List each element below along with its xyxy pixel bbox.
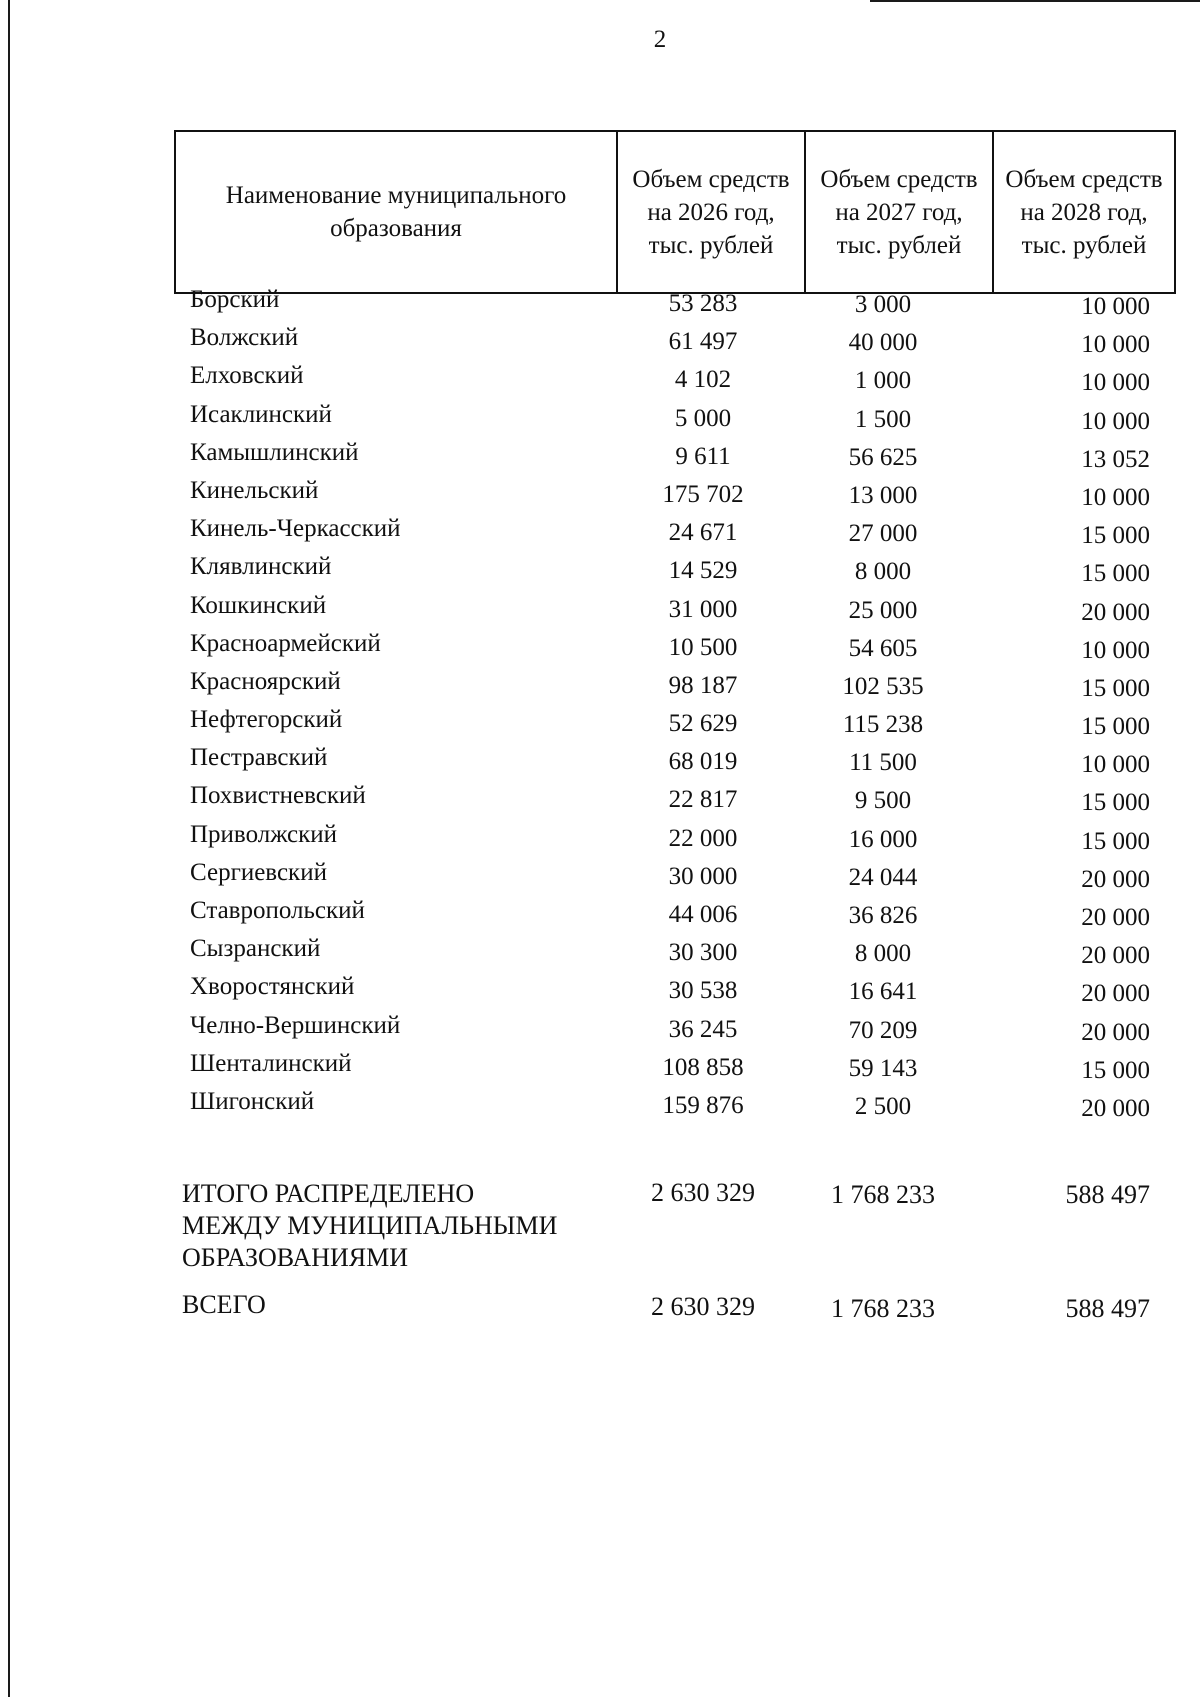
table-row bbox=[174, 477, 1164, 515]
row-value-2027: 1 000 bbox=[854, 367, 912, 395]
total-2026: 2 630 329 bbox=[651, 1178, 755, 1207]
row-value-2027: 3 000 bbox=[854, 291, 912, 318]
table-row bbox=[174, 553, 1164, 591]
grand-total-label: ВСЕГО bbox=[182, 1290, 266, 1319]
row-value-2026: 9 611 bbox=[675, 442, 731, 470]
row-value-2026: 5 000 bbox=[674, 404, 732, 432]
row-value-2028: 10 000 bbox=[1081, 407, 1150, 435]
scan-edge-left bbox=[8, 0, 10, 1697]
header-2026: Объем средств на 2026 год, тыс. рублей bbox=[617, 131, 805, 293]
row-value-2026: 44 006 bbox=[668, 901, 738, 928]
row-value-2028: 10 000 bbox=[1081, 483, 1150, 511]
row-value-2028: 20 000 bbox=[1081, 904, 1150, 931]
row-value-2027: 16 641 bbox=[848, 978, 918, 1006]
table-row bbox=[174, 1012, 1164, 1050]
row-value-2028: 15 000 bbox=[1081, 560, 1150, 588]
row-name: Пестравский bbox=[190, 744, 328, 772]
row-value-2027: 54 605 bbox=[848, 634, 918, 662]
row-value-2027: 36 826 bbox=[848, 902, 918, 929]
header-2028: Объем средств на 2028 год, тыс. рублей bbox=[993, 131, 1175, 293]
table-row bbox=[174, 706, 1164, 744]
row-name: Красноармейский bbox=[190, 629, 381, 657]
table-row bbox=[174, 286, 1164, 324]
table-row bbox=[174, 592, 1164, 630]
row-value-2028: 20 000 bbox=[1081, 1018, 1150, 1046]
row-value-2027: 2 500 bbox=[854, 1092, 912, 1120]
row-value-2028: 13 052 bbox=[1081, 445, 1150, 473]
row-name: Шенталинский bbox=[190, 1049, 352, 1077]
page-number: 2 bbox=[653, 26, 667, 53]
scan-edge-top bbox=[870, 0, 1200, 2]
row-value-2026: 22 817 bbox=[668, 786, 738, 814]
row-value-2027: 11 500 bbox=[849, 749, 917, 777]
table-body bbox=[174, 286, 1164, 1126]
row-value-2028: 15 000 bbox=[1081, 674, 1150, 702]
row-value-2027: 56 625 bbox=[848, 443, 918, 471]
row-name: Камышлинский bbox=[190, 438, 359, 466]
table-row bbox=[174, 630, 1164, 668]
row-value-2026: 30 300 bbox=[668, 939, 738, 967]
grand-total-2028: 588 497 bbox=[1065, 1294, 1150, 1323]
row-value-2026: 159 876 bbox=[662, 1091, 744, 1119]
header-2027: Объем средств на 2027 год, тыс. рублей bbox=[805, 131, 993, 293]
row-value-2028: 20 000 bbox=[1081, 865, 1150, 893]
table-row bbox=[174, 324, 1164, 362]
row-value-2027: 13 000 bbox=[848, 481, 918, 509]
row-value-2027: 70 209 bbox=[848, 1016, 918, 1044]
row-value-2028: 10 000 bbox=[1081, 293, 1150, 320]
row-value-2028: 10 000 bbox=[1081, 369, 1150, 397]
table-row bbox=[174, 744, 1164, 782]
row-value-2026: 175 702 bbox=[662, 480, 744, 508]
row-value-2027: 102 535 bbox=[842, 672, 924, 700]
table-row bbox=[174, 1088, 1164, 1126]
row-name: Ставропольский bbox=[190, 897, 365, 924]
table-row bbox=[174, 362, 1164, 400]
row-value-2028: 15 000 bbox=[1081, 713, 1150, 741]
row-value-2026: 98 187 bbox=[668, 671, 738, 699]
row-value-2028: 15 000 bbox=[1081, 1056, 1150, 1084]
row-name: Борский bbox=[190, 286, 280, 313]
row-value-2027: 115 238 bbox=[842, 711, 924, 739]
table-row bbox=[174, 821, 1164, 859]
table-row bbox=[174, 401, 1164, 439]
grand-total-2027: 1 768 233 bbox=[831, 1294, 935, 1323]
row-value-2027: 27 000 bbox=[848, 520, 918, 548]
row-value-2027: 59 143 bbox=[848, 1054, 918, 1082]
row-name: Клявлинский bbox=[190, 553, 332, 581]
grand-total-2026: 2 630 329 bbox=[651, 1292, 755, 1321]
row-value-2028: 20 000 bbox=[1081, 598, 1150, 626]
row-name: Челно-Вершинский bbox=[190, 1011, 401, 1039]
total-label: ИТОГО РАСПРЕДЕЛЕНО МЕЖДУ МУНИЦИПАЛЬНЫМИ ОБРАЗОВАНИЯМИ bbox=[182, 1179, 558, 1272]
row-name: Сызранский bbox=[190, 935, 321, 963]
row-value-2026: 108 858 bbox=[662, 1053, 744, 1081]
row-name: Исаклинский bbox=[190, 400, 332, 428]
table-header bbox=[174, 130, 1176, 294]
row-value-2028: 20 000 bbox=[1081, 942, 1150, 970]
row-value-2027: 1 500 bbox=[854, 405, 912, 433]
row-value-2026: 61 497 bbox=[668, 328, 738, 356]
row-value-2027: 8 000 bbox=[854, 558, 912, 586]
row-name: Приволжский bbox=[190, 820, 338, 848]
row-value-2027: 24 044 bbox=[848, 863, 918, 891]
row-value-2026: 22 000 bbox=[668, 824, 738, 852]
table-row bbox=[174, 1050, 1164, 1088]
row-value-2026: 31 000 bbox=[668, 595, 738, 623]
row-name: Красноярский bbox=[190, 667, 341, 695]
row-name: Волжский bbox=[190, 324, 299, 352]
row-value-2026: 36 245 bbox=[668, 1015, 738, 1043]
row-value-2026: 30 000 bbox=[668, 862, 738, 890]
row-value-2027: 8 000 bbox=[854, 940, 912, 968]
row-value-2028: 10 000 bbox=[1081, 331, 1150, 359]
row-name: Хворостянский bbox=[190, 973, 355, 1001]
row-value-2027: 9 500 bbox=[854, 787, 912, 815]
total-2027: 1 768 233 bbox=[831, 1180, 935, 1209]
row-value-2026: 30 538 bbox=[668, 977, 738, 1005]
row-value-2026: 10 500 bbox=[668, 633, 738, 661]
row-name: Шигонский bbox=[190, 1087, 315, 1115]
table-row bbox=[174, 515, 1164, 553]
table-row bbox=[174, 668, 1164, 706]
row-value-2028: 15 000 bbox=[1081, 827, 1150, 855]
row-value-2027: 16 000 bbox=[848, 825, 918, 853]
row-name: Сергиевский bbox=[190, 858, 327, 886]
row-value-2028: 20 000 bbox=[1081, 1094, 1150, 1122]
row-name: Нефтегорский bbox=[190, 706, 343, 734]
row-value-2026: 4 102 bbox=[674, 366, 732, 394]
row-name: Кинельский bbox=[190, 476, 319, 504]
row-value-2028: 10 000 bbox=[1081, 751, 1150, 779]
row-value-2028: 20 000 bbox=[1081, 980, 1150, 1008]
row-name: Елховский bbox=[190, 362, 304, 390]
row-value-2027: 25 000 bbox=[848, 596, 918, 624]
row-name: Кинель-Черкасский bbox=[190, 515, 401, 543]
table-row bbox=[174, 859, 1164, 897]
row-value-2028: 15 000 bbox=[1081, 522, 1150, 550]
table-row bbox=[174, 973, 1164, 1011]
total-2028: 588 497 bbox=[1065, 1180, 1150, 1209]
header-name: Наименование муниципального образования bbox=[175, 131, 617, 293]
row-value-2027: 40 000 bbox=[848, 329, 918, 357]
row-value-2028: 15 000 bbox=[1081, 789, 1150, 817]
row-value-2026: 14 529 bbox=[668, 557, 738, 585]
table-row bbox=[174, 935, 1164, 973]
row-name: Кошкинский bbox=[190, 591, 327, 619]
table-row bbox=[174, 782, 1164, 820]
row-value-2026: 68 019 bbox=[668, 748, 738, 776]
table-row bbox=[174, 439, 1164, 477]
row-value-2028: 10 000 bbox=[1081, 636, 1150, 664]
row-value-2026: 52 629 bbox=[668, 710, 738, 738]
row-value-2026: 24 671 bbox=[668, 519, 738, 547]
table-row bbox=[174, 897, 1164, 935]
row-value-2026: 53 283 bbox=[668, 290, 738, 317]
row-name: Похвистневский bbox=[190, 782, 366, 810]
